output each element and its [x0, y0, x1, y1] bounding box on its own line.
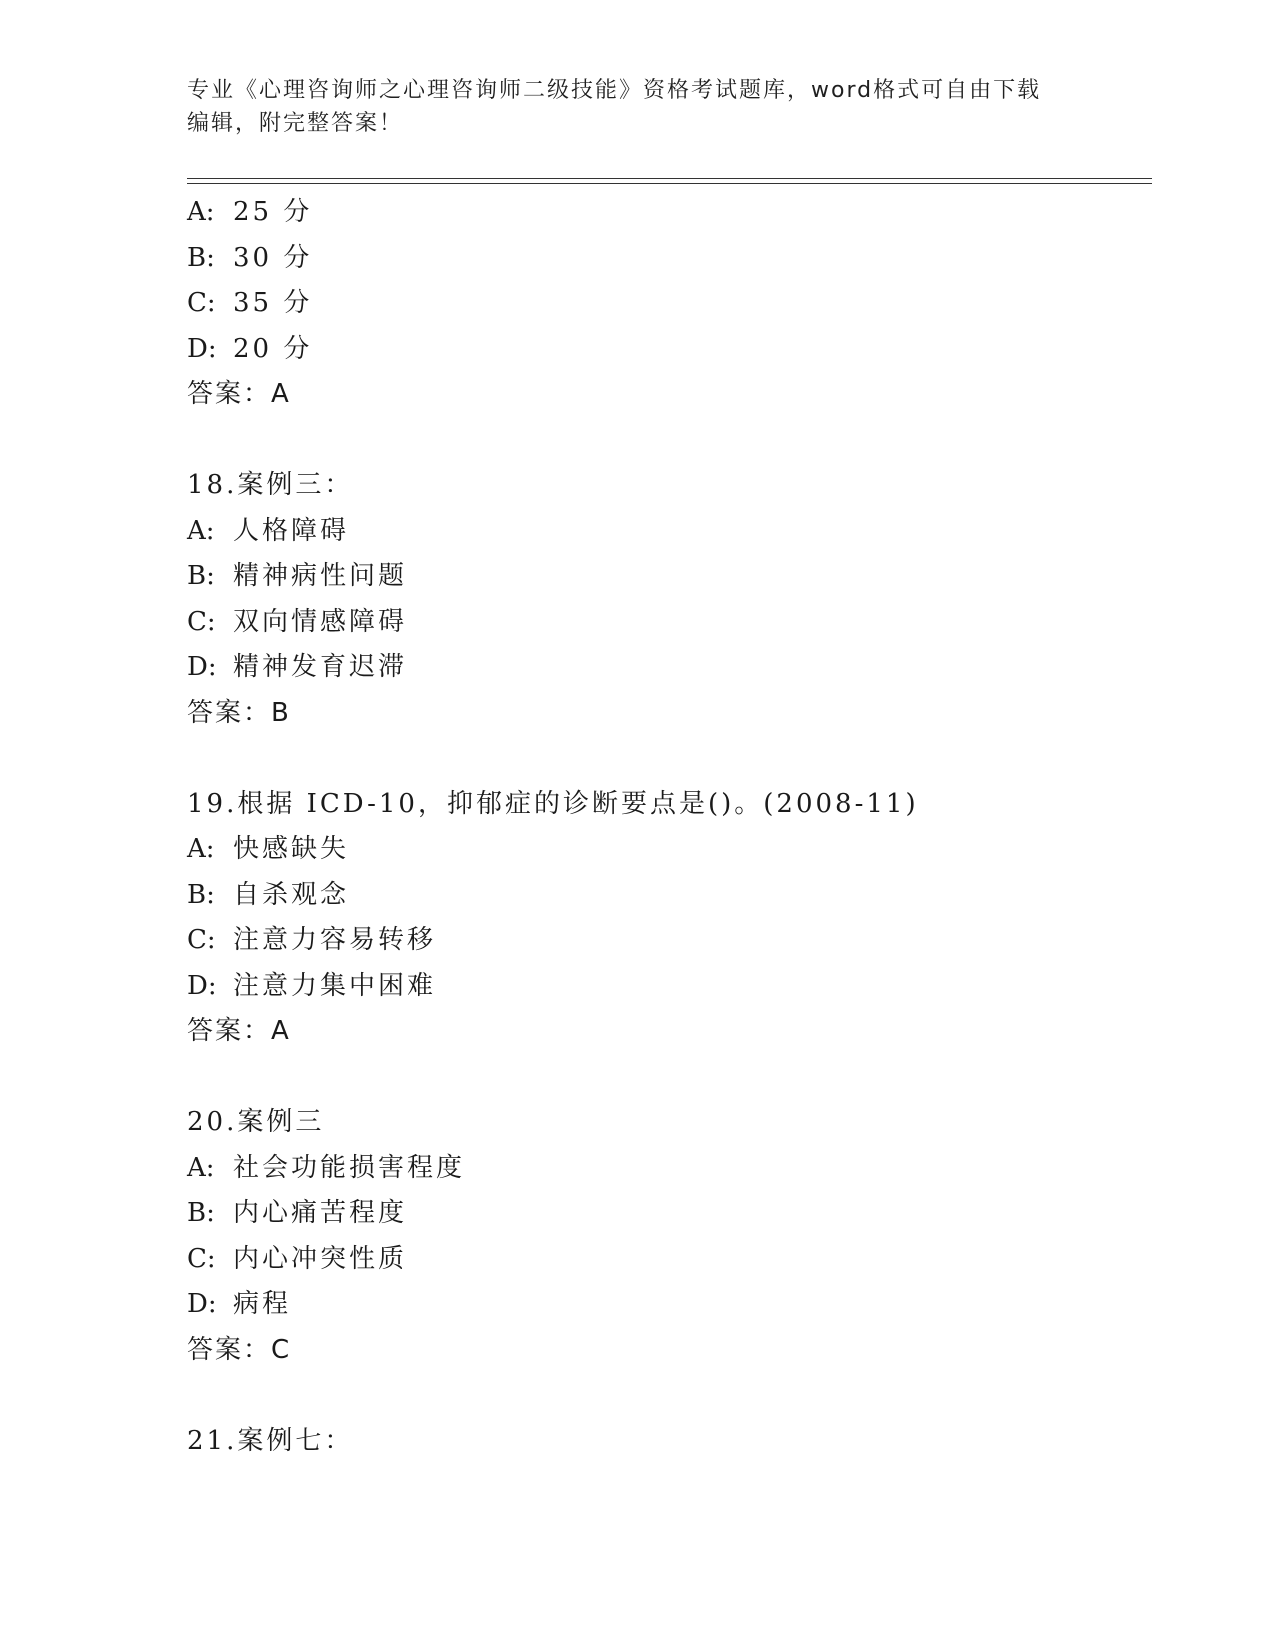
option-text: 自杀观念: [233, 879, 350, 910]
question-20: [187, 1100, 1147, 1373]
option-text: 病程: [233, 1289, 292, 1319]
answer-line: 答案：A: [187, 379, 291, 409]
spacer: [187, 1055, 1147, 1101]
question-list: [187, 190, 1147, 1464]
option-label: A:: [187, 1152, 215, 1183]
option-d: [187, 964, 1147, 1010]
header-divider-bottom: [187, 183, 1152, 184]
option-text: 注意力集中困难: [233, 970, 437, 1001]
option-label: D:: [187, 333, 217, 364]
option-d: [187, 327, 1147, 373]
option-text: 内心冲突性质: [233, 1243, 408, 1274]
option-text: 精神病性问题: [233, 561, 408, 591]
option-label: C:: [187, 288, 216, 318]
option-text: 25 分: [233, 197, 313, 227]
question-17: [187, 190, 1147, 418]
option-label: B:: [187, 879, 215, 910]
option-c: [187, 600, 1147, 646]
option-label: D:: [187, 970, 217, 1001]
option-text: 快感缺失: [233, 834, 350, 864]
option-text: 精神发育迟滞: [233, 652, 408, 682]
option-a: [187, 827, 1147, 873]
question-19: [187, 782, 1147, 1055]
option-text: 内心痛苦程度: [233, 1198, 408, 1228]
question-title: 20.案例三: [187, 1107, 325, 1137]
header-line-2: 编辑，附完整答案！: [187, 111, 404, 136]
option-d: [187, 1282, 1147, 1328]
option-text: 双向情感障碍: [233, 606, 408, 637]
option-label: D:: [187, 1289, 217, 1319]
option-c: [187, 281, 1147, 327]
option-label: B:: [187, 561, 215, 591]
spacer: [187, 418, 1147, 464]
option-a: [187, 1146, 1147, 1192]
option-b: [187, 873, 1147, 919]
document-header: [187, 74, 1087, 140]
question-21: [187, 1419, 1147, 1465]
option-label: B:: [187, 1198, 215, 1228]
header-divider-top: [187, 178, 1152, 179]
answer-line: 答案：B: [187, 697, 291, 728]
option-c: [187, 1237, 1147, 1283]
spacer: [187, 1373, 1147, 1419]
option-label: A:: [187, 197, 215, 227]
option-text: 20 分: [233, 333, 313, 364]
option-label: C:: [187, 925, 216, 955]
answer-line: 答案：C: [187, 1334, 292, 1365]
question-title: 19.根据 ICD-10，抑郁症的诊断要点是()。(2008-11): [187, 788, 919, 819]
question-title: 21.案例七：: [187, 1425, 354, 1456]
option-b: [187, 554, 1147, 600]
option-text: 注意力容易转移: [233, 925, 437, 955]
option-b: [187, 1191, 1147, 1237]
option-a: [187, 190, 1147, 236]
spacer: [187, 736, 1147, 782]
option-b: [187, 236, 1147, 282]
question-title: 18.案例三：: [187, 470, 354, 500]
option-label: C:: [187, 1243, 216, 1274]
option-text: 30 分: [233, 242, 313, 273]
header-line-1: 专业《心理咨询师之心理咨询师二级技能》资格考试题库，word格式可自由下载: [187, 78, 1042, 103]
option-label: C:: [187, 606, 216, 637]
option-text: 人格障碍: [233, 515, 350, 546]
option-c: [187, 918, 1147, 964]
option-text: 社会功能损害程度: [233, 1152, 466, 1183]
option-label: D:: [187, 652, 217, 682]
option-text: 35 分: [233, 288, 313, 318]
question-18: [187, 463, 1147, 736]
option-d: [187, 645, 1147, 691]
option-label: B:: [187, 242, 215, 273]
answer-line: 答案：A: [187, 1016, 291, 1046]
option-label: A:: [187, 834, 215, 864]
option-a: [187, 509, 1147, 555]
option-label: A:: [187, 515, 215, 546]
